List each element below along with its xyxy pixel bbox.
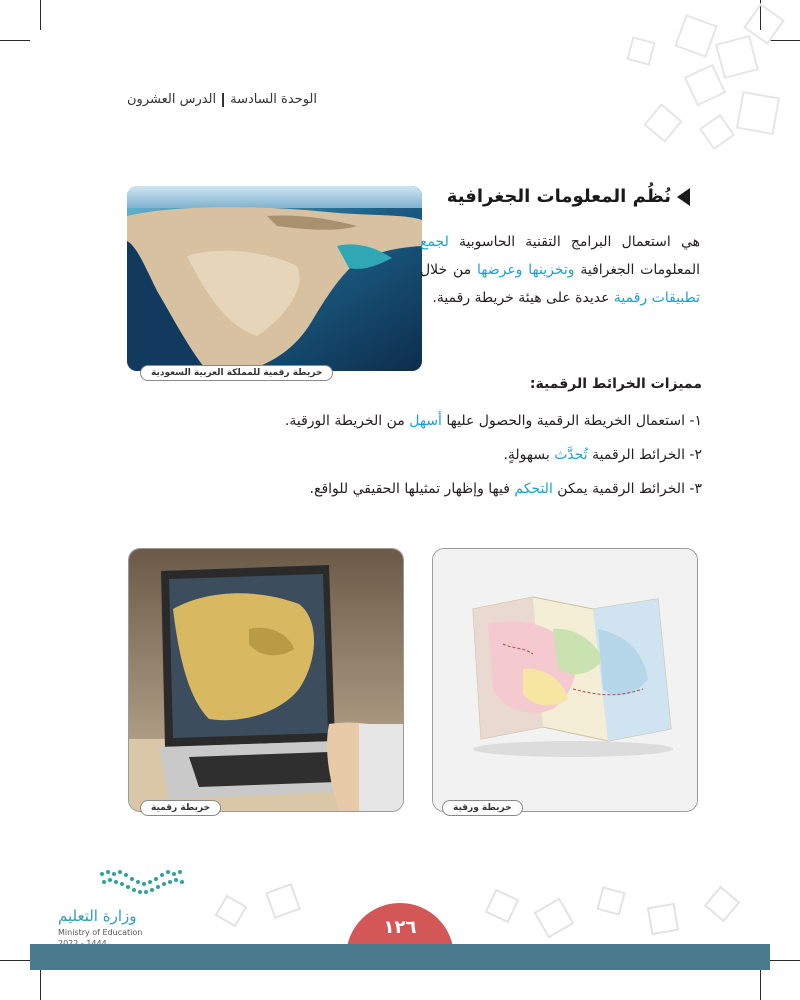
intro-highlight: تطبيقات رقمية: [613, 290, 700, 306]
section-title-text: نُظُم المعلومات الجغرافية: [446, 186, 671, 207]
intro-text: المعلومات الجغرافية: [574, 262, 700, 278]
intro-paragraph: [420, 228, 700, 312]
page-number: ١٢٦: [383, 917, 417, 938]
ministry-name-en: Ministry of Education: [58, 928, 143, 937]
crop-mark: [40, 970, 41, 1000]
crop-mark: [760, 970, 761, 1000]
feature-item-3: [310, 481, 702, 497]
saudi-satellite-image: [127, 186, 422, 371]
feature-highlight: تُحدَّث: [554, 447, 588, 463]
feature-item-2: [503, 447, 702, 463]
intro-highlight: وعرضها: [477, 262, 523, 278]
crop-mark: [40, 0, 41, 30]
feature-text: ٢- الخرائط الرقمية: [587, 447, 702, 463]
intro-text: هي استعمال البرامج التقنية الحاسوبية: [448, 234, 700, 250]
paper-map-photo: [432, 548, 698, 812]
page-header: [127, 92, 317, 107]
feature-text: ٣- الخرائط الرقمية يمكن: [552, 481, 702, 497]
feature-item-1: [285, 413, 702, 429]
crop-mark: [770, 960, 800, 961]
feature-text: من الخريطة الورقية.: [284, 413, 410, 429]
crop-mark: [0, 960, 30, 961]
feature-highlight: أسهل: [409, 413, 442, 429]
features-title: مميزات الخرائط الرقمية:: [529, 376, 702, 392]
feature-text: ١- استعمال الخريطة الرقمية والحصول عليها: [441, 413, 702, 429]
decorative-pattern: [500, 0, 800, 170]
intro-text: من خلال: [420, 262, 477, 278]
top-image-caption: خريطة رقمية للمملكة العربية السعودية: [140, 365, 333, 381]
ministry-name-ar: وزارة التعليم: [58, 907, 137, 925]
paper-map-caption: خريطة ورقية: [442, 800, 523, 816]
digital-map-photo: [128, 548, 404, 812]
intro-text: عديدة على هيئة خريطة رقمية.: [432, 290, 614, 306]
footer-decorative-pattern: [200, 880, 780, 944]
feature-text: بسهولةٍ.: [503, 447, 555, 463]
intro-highlight: وتخزينها: [528, 262, 575, 278]
section-title: [447, 186, 690, 207]
unit-label: الوحدة السادسة: [230, 92, 317, 107]
digital-map-caption: خريطة رقمية: [140, 800, 221, 816]
feature-text: فيها وإظهار تمثيلها الحقيقي للواقع.: [309, 481, 515, 497]
header-divider: [222, 93, 224, 107]
triangle-bullet-icon: [677, 188, 690, 206]
lesson-label: الدرس العشرون: [127, 92, 217, 107]
intro-highlight: لجمع: [420, 234, 449, 250]
ministry-logo-icon: [96, 866, 188, 902]
feature-highlight: التحكم: [514, 481, 553, 497]
footer-bar: [30, 944, 770, 970]
crop-mark: [0, 40, 30, 41]
